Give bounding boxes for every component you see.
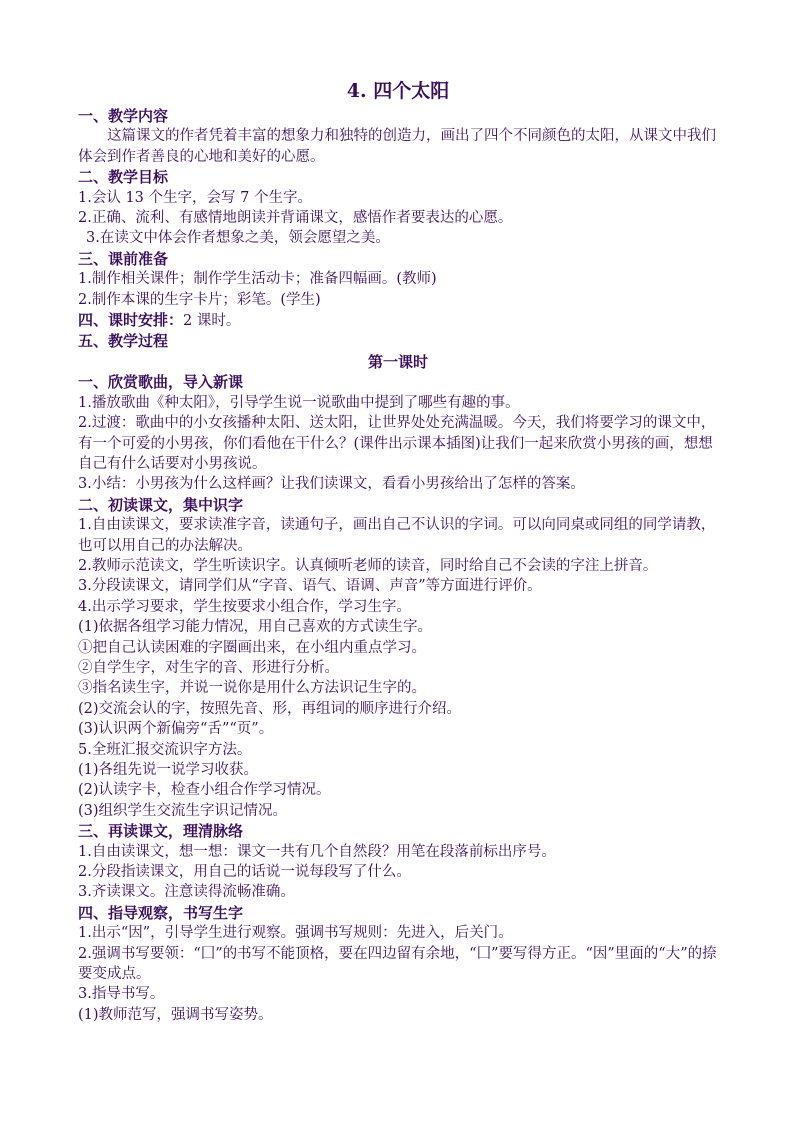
step-item: 3.齐读课文。注意读得流畅准确。 xyxy=(78,884,295,901)
step-item: 3.指导书写。 xyxy=(78,986,165,1003)
prep-item: 1.制作相关课件；制作学生活动卡；准备四幅画。(教师) xyxy=(78,271,437,288)
step-heading: 四、指导观察，书写生字 xyxy=(78,903,244,922)
step-heading: 一、欣赏歌曲，导入新课 xyxy=(78,373,244,392)
step-item: 1.出示“因”，引导学生进行观察。强调书写规则：先进入，后关门。 xyxy=(78,925,513,942)
step-item: 2.分段指读课文，用自己的话说一说每段写了什么。 xyxy=(78,864,411,881)
goal-item: 3.在读文中体会作者想象之美，领会愿望之美。 xyxy=(86,230,390,247)
step-item: (1)各组先说一说学习收获。 xyxy=(78,762,259,778)
document-title: 4. 四个太阳 xyxy=(346,80,450,102)
section-heading-process: 五、教学过程 xyxy=(78,332,169,351)
step-item: (3)认识两个新偏旁“舌”“页”。 xyxy=(78,721,274,738)
step-item: 5.全班汇报交流识字方法。 xyxy=(78,741,252,758)
step-item: (1)教师范写，强调书写姿势。 xyxy=(78,1006,273,1023)
step-item: (1)依据各组学习能力情况，用自己喜欢的方式读生字。 xyxy=(78,619,433,636)
step-item: ①把自己认读困难的字圈画出来，在小组内重点学习。 xyxy=(78,639,426,656)
content-paragraph: 这篇课文的作者凭着丰富的想象力和独特的创造力，画出了四个不同颜色的太阳，从课文中我们体会到作者善良的心地和美好的心愿。 xyxy=(78,128,716,165)
step-item: 1.自由读课文，要求读准字音，读通句子，画出自己不认识的字词。可以向同桌或同组的同学请教，也可以用自己的办法解决。 xyxy=(78,517,716,554)
step-item: 1.播放歌曲《种太阳》，引导学生说一说歌曲中提到了哪些有趣的事。 xyxy=(78,394,520,411)
step-item: (2)交流会认的字，按照先音、形，再组词的顺序进行介绍。 xyxy=(78,700,462,717)
step-item: 1.自由读课文，想一想：课文一共有几个自然段？用笔在段落前标出序号。 xyxy=(78,843,556,860)
step-item: 3.小结：小男孩为什么这样画？让我们读课文，看看小男孩给出了怎样的答案。 xyxy=(78,476,585,493)
prep-item: 2.制作本课的生字卡片；彩笔。(学生) xyxy=(78,291,321,308)
step-item: 3.分段读课文，请同学们从“字音、语气、语调、声音”等方面进行评价。 xyxy=(78,578,542,595)
document-page xyxy=(78,78,718,1025)
step-heading: 二、初读课文，集中识字 xyxy=(78,495,244,514)
step-item: ②自学生字，对生字的音、形进行分析。 xyxy=(78,659,339,676)
goal-item: 2.正确、流利、有感情地朗读并背诵课文，感悟作者要表达的心愿。 xyxy=(78,210,513,227)
goal-item: 1.会认 13 个生字，会写 7 个生字。 xyxy=(78,189,312,206)
step-item: 2.过渡：歌曲中的小女孩播种太阳、送太阳，让世界处处充满温暖。今天，我们将要学习的课文中，有一个可爱的小男孩，你们看他在干什么？(课件出示课本插图)让我们一起来欣赏小男孩的画，想想自己有什么话要对小男孩说。 xyxy=(78,415,716,472)
step-item: ③指名读生字，并说一说你是用什么方法识记生字的。 xyxy=(78,680,426,697)
section-heading-goals: 二、教学目标 xyxy=(78,168,169,187)
step-item: 2.强调书写要领：“囗”的书写不能顶格，要在四边留有余地，“囗”要写得方正。“因”里面的“大”的捺要变成点。 xyxy=(78,945,717,983)
step-item: (2)认读字卡，检查小组合作学习情况。 xyxy=(78,782,331,799)
hours-value: 2 课时。 xyxy=(183,313,241,330)
step-item: 4.出示学习要求，学生按要求小组合作，学习生字。 xyxy=(78,598,411,615)
section-heading-content: 一、教学内容 xyxy=(78,107,169,125)
step-heading: 三、再读课文，理清脉络 xyxy=(78,822,244,841)
section-heading-prep: 三、课前准备 xyxy=(78,249,169,268)
step-item: 2.教师示范读文，学生听读识字。认真倾听老师的读音，同时给自己不会读的字注上拼音。 xyxy=(78,557,658,574)
step-item: (3)组织学生交流生字识记情况。 xyxy=(78,802,288,819)
lesson-heading: 第一课时 xyxy=(367,352,428,371)
section-heading-hours: 四、课时安排： xyxy=(78,311,184,330)
hours-row xyxy=(78,310,718,331)
